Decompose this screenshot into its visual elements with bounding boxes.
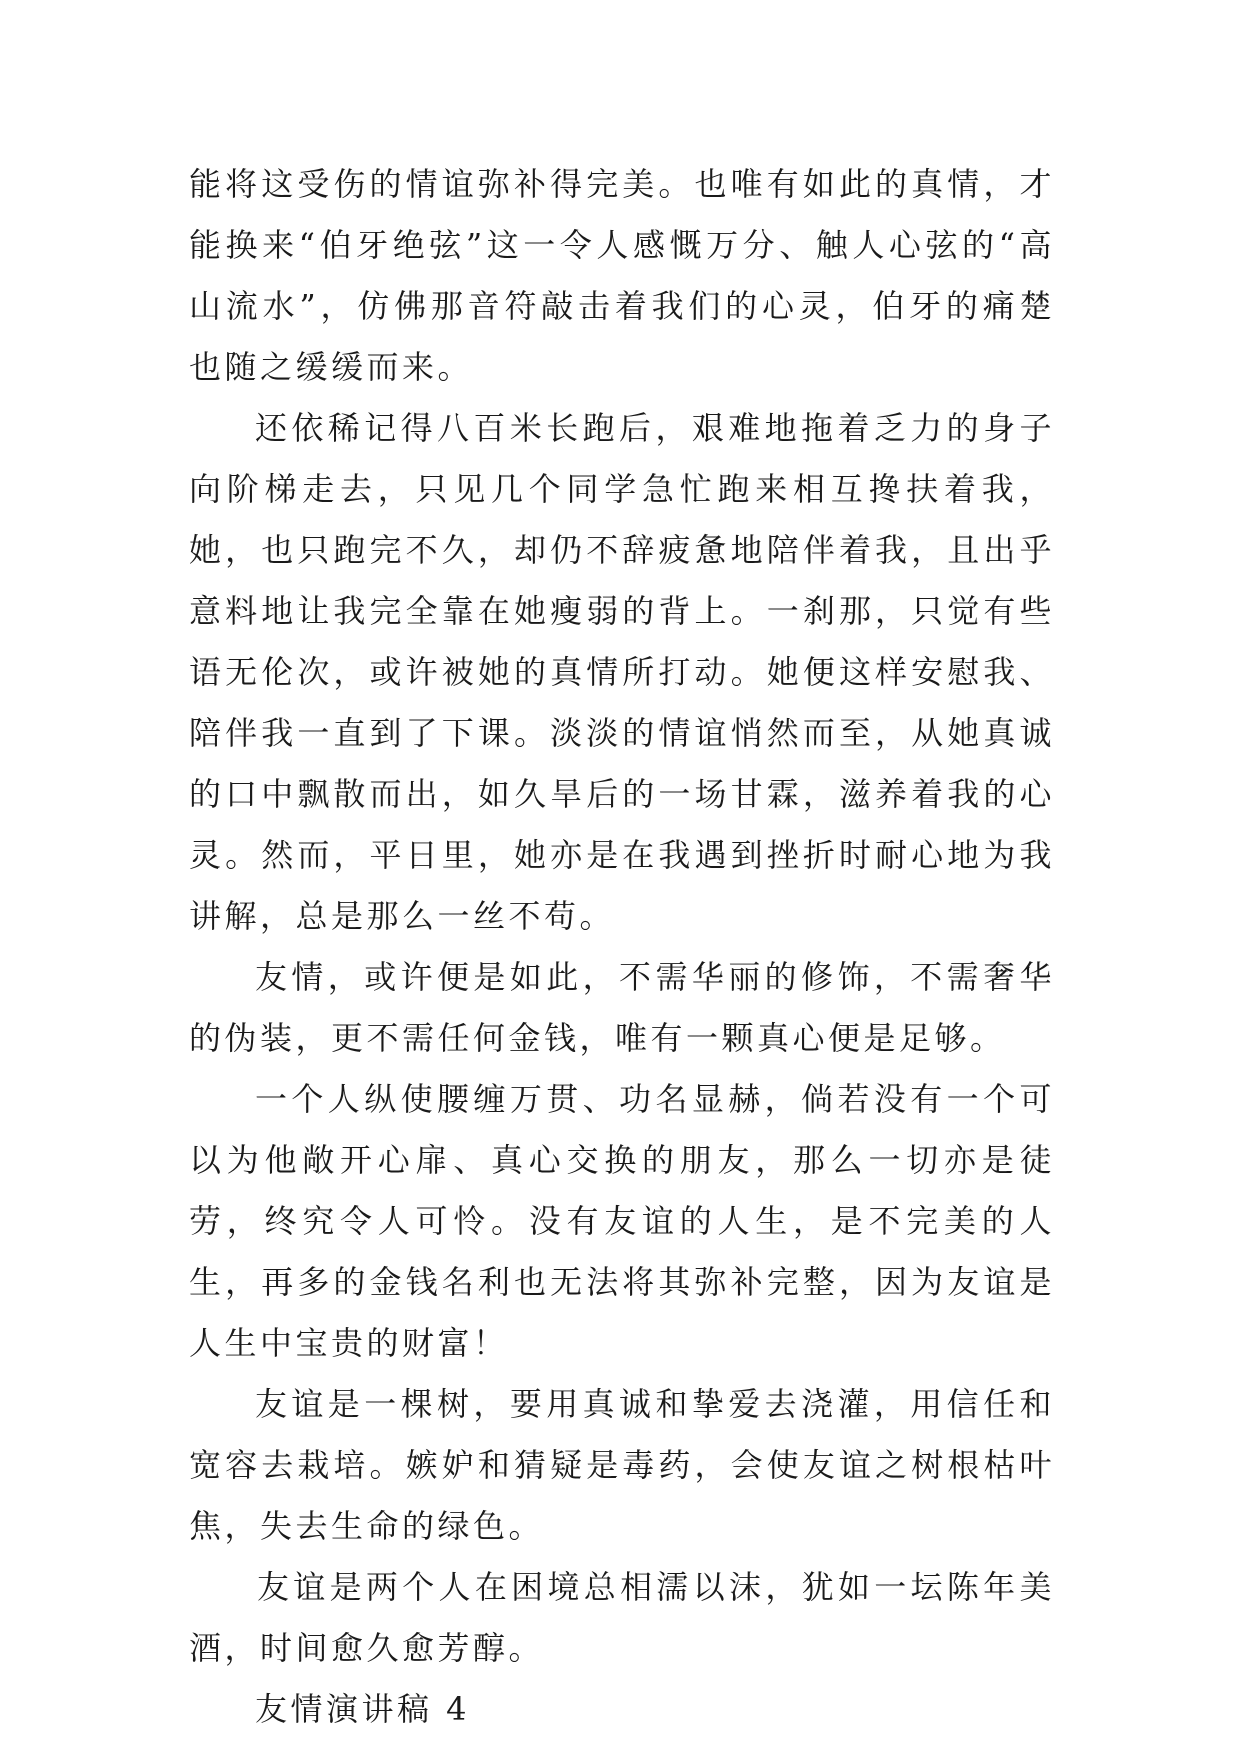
paragraph-friendship-simple: 友情，或许便是如此，不需华丽的修饰，不需奢华的伪装，更不需任何金钱，唯有一颗真心便是足够。 [189,958,1055,1057]
section-heading: 友情演讲稿 4 [255,1690,471,1728]
paragraph-continuation: 能将这受伤的情谊弥补得完美。也唯有如此的真情，才能换来“伯牙绝弦”这一令人感慨万分、触人心弦的“高山流水”，仿佛那音符敲击着我们的心灵，伯牙的痛楚也随之缓缓而来。 [189,165,1055,386]
paragraph-wealth-without-friend: 一个人纵使腰缠万贯、功名显赫，倘若没有一个可以为他敞开心扉、真心交换的朋友，那么一切亦是徒劳，终究令人可怜。没有友谊的人生，是不完美的人生，再多的金钱名利也无法将其弥补完整，因为友谊是人生中宝贵的财富！ [189,1080,1055,1362]
paragraph-friendship-wine: 友谊是两个人在困境总相濡以沫，犹如一坛陈年美酒，时间愈久愈芳醇。 [189,1568,1055,1667]
document-body [189,154,1055,1740]
paragraph-friendship-tree: 友谊是一棵树，要用真诚和挚爱去浇灌，用信任和宽容去栽培。嫉妒和猜疑是毒药，会使友谊之树根枯叶焦，失去生命的绿色。 [189,1385,1055,1545]
paragraph-long-run-memory: 还依稀记得八百米长跑后，艰难地拖着乏力的身子向阶梯走去，只见几个同学急忙跑来相互搀扶着我，她，也只跑完不久，却仍不辞疲惫地陪伴着我，且出乎意料地让我完全靠在她瘦弱的背上。一刹那，只觉有些语无伦次，或许被她的真情所打动。她便这样安慰我、陪伴我一直到了下课。淡淡的情谊悄然而至，从她真诚的口中飘散而出，如久旱后的一场甘霖，滋养着我的心灵。然而，平日里，她亦是在我遇到挫折时耐心地为我讲解，总是那么一丝不苟。 [189,409,1055,935]
